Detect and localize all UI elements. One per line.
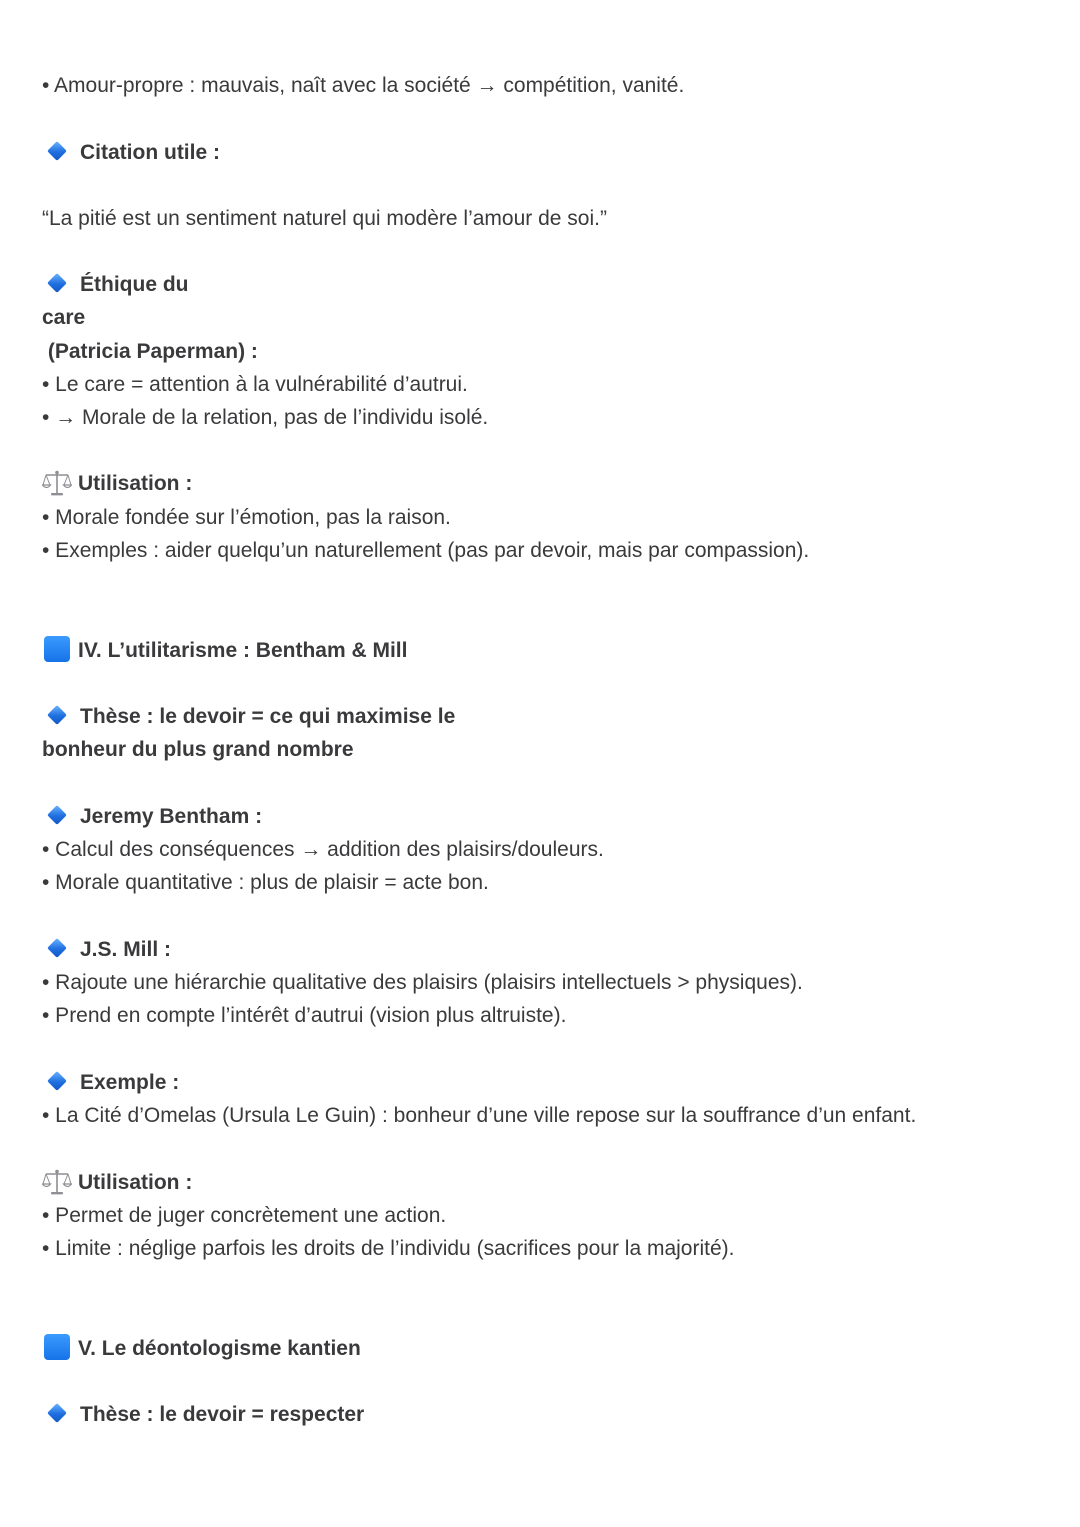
exemple-bullet-1: • La Cité d’Omelas (Ursula Le Guin) : bonheur d’une ville repose sur la souffrance d’un enfant. (42, 1104, 917, 1127)
heading-care-line2: care (42, 306, 86, 329)
bullet-amour-propre: • Amour-propre : mauvais, naît avec la société → compétition, vanité. (42, 74, 685, 97)
blue-diamond-icon (47, 1071, 67, 1091)
section-v-heading (42, 1332, 361, 1365)
these-iv-label: Thèse : le devoir = ce qui maximise le (80, 705, 456, 728)
balance-scale-icon (42, 469, 72, 497)
blue-diamond-icon (47, 938, 67, 958)
heading-citation-label: Citation utile : (80, 141, 220, 164)
heading-utilisation-2 (42, 1166, 192, 1199)
these-iv-line2: bonheur du plus grand nombre (42, 738, 354, 761)
heading-mill (42, 933, 171, 966)
heading-care-line3: (Patricia Paperman) : (42, 340, 258, 363)
blue-diamond-icon (47, 273, 67, 293)
quote-pitie: “La pitié est un sentiment naturel qui modère l’amour de soi.” (42, 207, 607, 230)
section-iv-title: IV. L’utilitarisme : Bentham & Mill (78, 639, 408, 662)
heading-bentham-label: Jeremy Bentham : (80, 805, 263, 828)
blue-diamond-icon (47, 705, 67, 725)
blue-diamond-icon (47, 805, 67, 825)
utilisation-2-bullet-1: • Permet de juger concrètement une action. (42, 1204, 447, 1227)
utilisation-2-bullet-2: • Limite : néglige parfois les droits de l’individu (sacrifices pour la majorité). (42, 1237, 735, 1260)
section-iv-heading (42, 634, 407, 667)
mill-bullet-1: • Rajoute une hiérarchie qualitative des plaisirs (plaisirs intellectuels > physiques). (42, 971, 803, 994)
blue-diamond-icon (47, 141, 67, 161)
heading-utilisation-1-label: Utilisation : (78, 472, 193, 495)
bentham-bullet-2: • Morale quantitative : plus de plaisir = acte bon. (42, 871, 489, 894)
utilisation-1-bullet-2: • Exemples : aider quelqu’un naturellement (pas par devoir, mais par compassion). (42, 539, 810, 562)
blue-diamond-icon (47, 1403, 67, 1423)
heading-citation (42, 136, 220, 169)
heading-exemple (42, 1066, 179, 1099)
heading-mill-label: J.S. Mill : (80, 938, 172, 961)
balance-scale-icon (42, 1168, 72, 1196)
these-iv (42, 700, 455, 733)
section-v-title: V. Le déontologisme kantien (78, 1337, 361, 1360)
these-v-label: Thèse : le devoir = respecter (80, 1403, 365, 1426)
heading-utilisation-1 (42, 467, 192, 500)
heading-care (42, 268, 189, 301)
care-bullet-1: • Le care = attention à la vulnérabilité d’autrui. (42, 373, 468, 396)
bentham-bullet-1: • Calcul des conséquences → addition des plaisirs/douleurs. (42, 838, 604, 861)
heading-bentham (42, 800, 262, 833)
blue-square-icon (44, 1334, 70, 1360)
these-v (42, 1398, 364, 1431)
heading-exemple-label: Exemple : (80, 1071, 180, 1094)
blue-square-icon (44, 636, 70, 662)
utilisation-1-bullet-1: • Morale fondée sur l’émotion, pas la raison. (42, 506, 451, 529)
mill-bullet-2: • Prend en compte l’intérêt d’autrui (vision plus altruiste). (42, 1004, 567, 1027)
heading-care-label: Éthique du (80, 273, 189, 296)
heading-utilisation-2-label: Utilisation : (78, 1171, 193, 1194)
care-bullet-2: • → Morale de la relation, pas de l’individu isolé. (42, 406, 489, 429)
